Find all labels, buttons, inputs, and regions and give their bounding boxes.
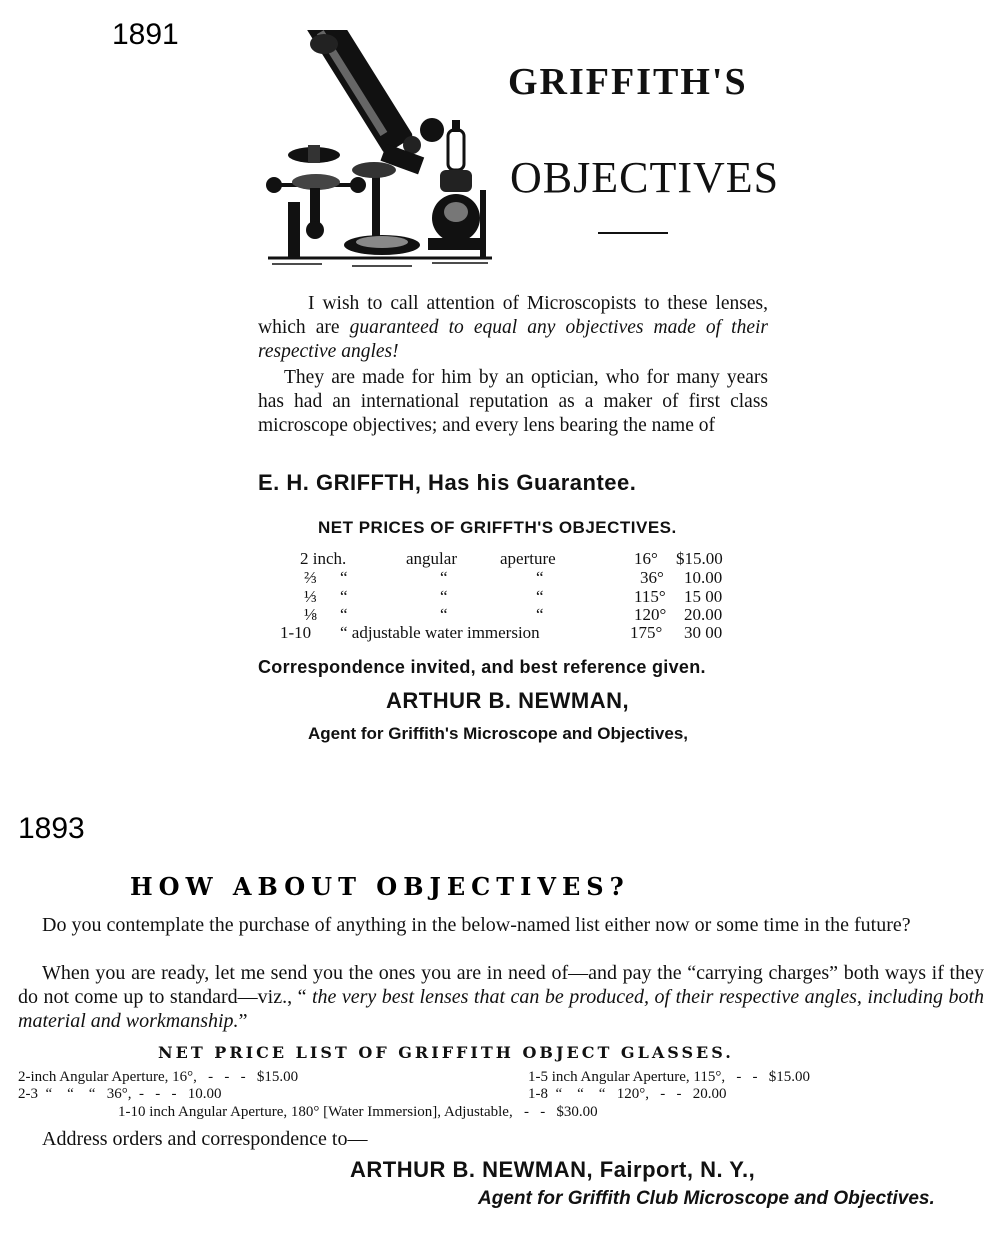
- price-row: [278, 550, 738, 568]
- agent-role: Agent for Griffith's Microscope and Objectives,: [308, 724, 688, 743]
- list-item: 1-5 inch Angular Aperture, 115°, - - $15.00: [528, 1069, 811, 1085]
- microscope-illustration: [262, 30, 498, 270]
- guarantee-line: E. H. GRIFFTH, Has his Guarantee.: [258, 470, 637, 495]
- offer-paragraph: [18, 961, 984, 1033]
- year-1891: 1891: [112, 18, 179, 51]
- price-size: ⅔: [304, 568, 317, 587]
- price-size: 1-10: [280, 623, 312, 642]
- price-angle: 175°: [630, 623, 663, 642]
- list-item: 2-inch Angular Aperture, 16°, - - - $15.00: [18, 1069, 299, 1085]
- price-angle: 115°: [634, 587, 666, 606]
- price-desc: “: [536, 568, 544, 587]
- price-desc: “: [340, 587, 348, 606]
- price-desc: “: [440, 568, 448, 587]
- optician-paragraph: They are made for him by an optician, who for many years has had an international reputation as a maker of first class microscope objectives; and every lens bearing the name of: [258, 367, 768, 436]
- intro-guarantee-text: guaranteed to equal any objectives made of their respective angles!: [258, 317, 768, 362]
- price-angle: 16°: [634, 549, 658, 568]
- address-line: Address orders and correspondence to—: [42, 1128, 368, 1150]
- price-row: [278, 624, 738, 642]
- price-size: 2 inch.: [300, 549, 347, 568]
- price-size: ⅛: [304, 605, 317, 624]
- ad-title-line1: GRIFFITH'S: [508, 61, 748, 103]
- price-desc: “: [440, 587, 448, 606]
- price-angle: 120°: [634, 605, 667, 624]
- price-desc: “: [340, 605, 348, 624]
- contemplate-paragraph: Do you contemplate the purchase of anything in the below-named list either now or some time in the future?: [42, 914, 911, 936]
- price-value: 15 00: [684, 587, 723, 606]
- intro-paragraph: [258, 292, 768, 364]
- price-size: ⅓: [304, 587, 317, 606]
- price-desc: “ adjustable water immersion: [340, 623, 540, 642]
- price-desc: “: [536, 605, 544, 624]
- offer-quote: the very best lenses that can be produced, of their respective angles, including both material and workmanship.: [18, 986, 984, 1032]
- agent-name-address: ARTHUR B. NEWMAN, Fairport, N. Y.,: [350, 1157, 756, 1182]
- price-list-heading: NET PRICE LIST OF GRIFFITH OBJECT GLASSES.: [158, 1043, 734, 1062]
- price-row: [278, 588, 738, 606]
- correspondence-line: Correspondence invited, and best reference given.: [258, 657, 706, 677]
- price-angle: 36°: [640, 568, 664, 587]
- agent-role: Agent for Griffith Club Microscope and Objectives.: [478, 1188, 935, 1209]
- price-desc: angular: [406, 549, 457, 568]
- price-row: [278, 569, 738, 587]
- list-item: 1-10 inch Angular Aperture, 180° [Water Immersion], Adjustable, - - $30.00: [118, 1104, 598, 1120]
- price-desc: “: [536, 587, 544, 606]
- price-value: 10.00: [684, 568, 723, 587]
- ad-heading: HOW ABOUT OBJECTIVES?: [130, 872, 630, 901]
- agent-name: ARTHUR B. NEWMAN,: [386, 688, 630, 713]
- prices-heading: NET PRICES OF GRIFFTH'S OBJECTIVES.: [318, 518, 677, 537]
- price-row: [278, 606, 738, 624]
- list-item: 2-3 “ “ “ 36°, - - - 10.00: [18, 1086, 222, 1102]
- price-value: 30 00: [684, 623, 723, 642]
- ad-title-line2: OBJECTIVES: [510, 153, 780, 202]
- price-value: 20.00: [684, 605, 723, 624]
- offer-close-quote: ”: [238, 1010, 248, 1032]
- intro-text: I wish to call attention of Microscopists to these lenses, which are: [258, 293, 768, 338]
- price-value: $15.00: [676, 549, 723, 568]
- price-desc: “: [340, 568, 348, 587]
- offer-text: When you are ready, let me send you the ones you are in need of—and pay the “carrying charges” both ways if they do not come up to standard—viz., “: [18, 962, 984, 1008]
- title-divider: [598, 232, 668, 234]
- price-desc: aperture: [500, 549, 556, 568]
- price-desc: “: [440, 605, 448, 624]
- list-item: 1-8 “ “ “ 120°, - - 20.00: [528, 1086, 727, 1102]
- year-1893: 1893: [18, 812, 85, 845]
